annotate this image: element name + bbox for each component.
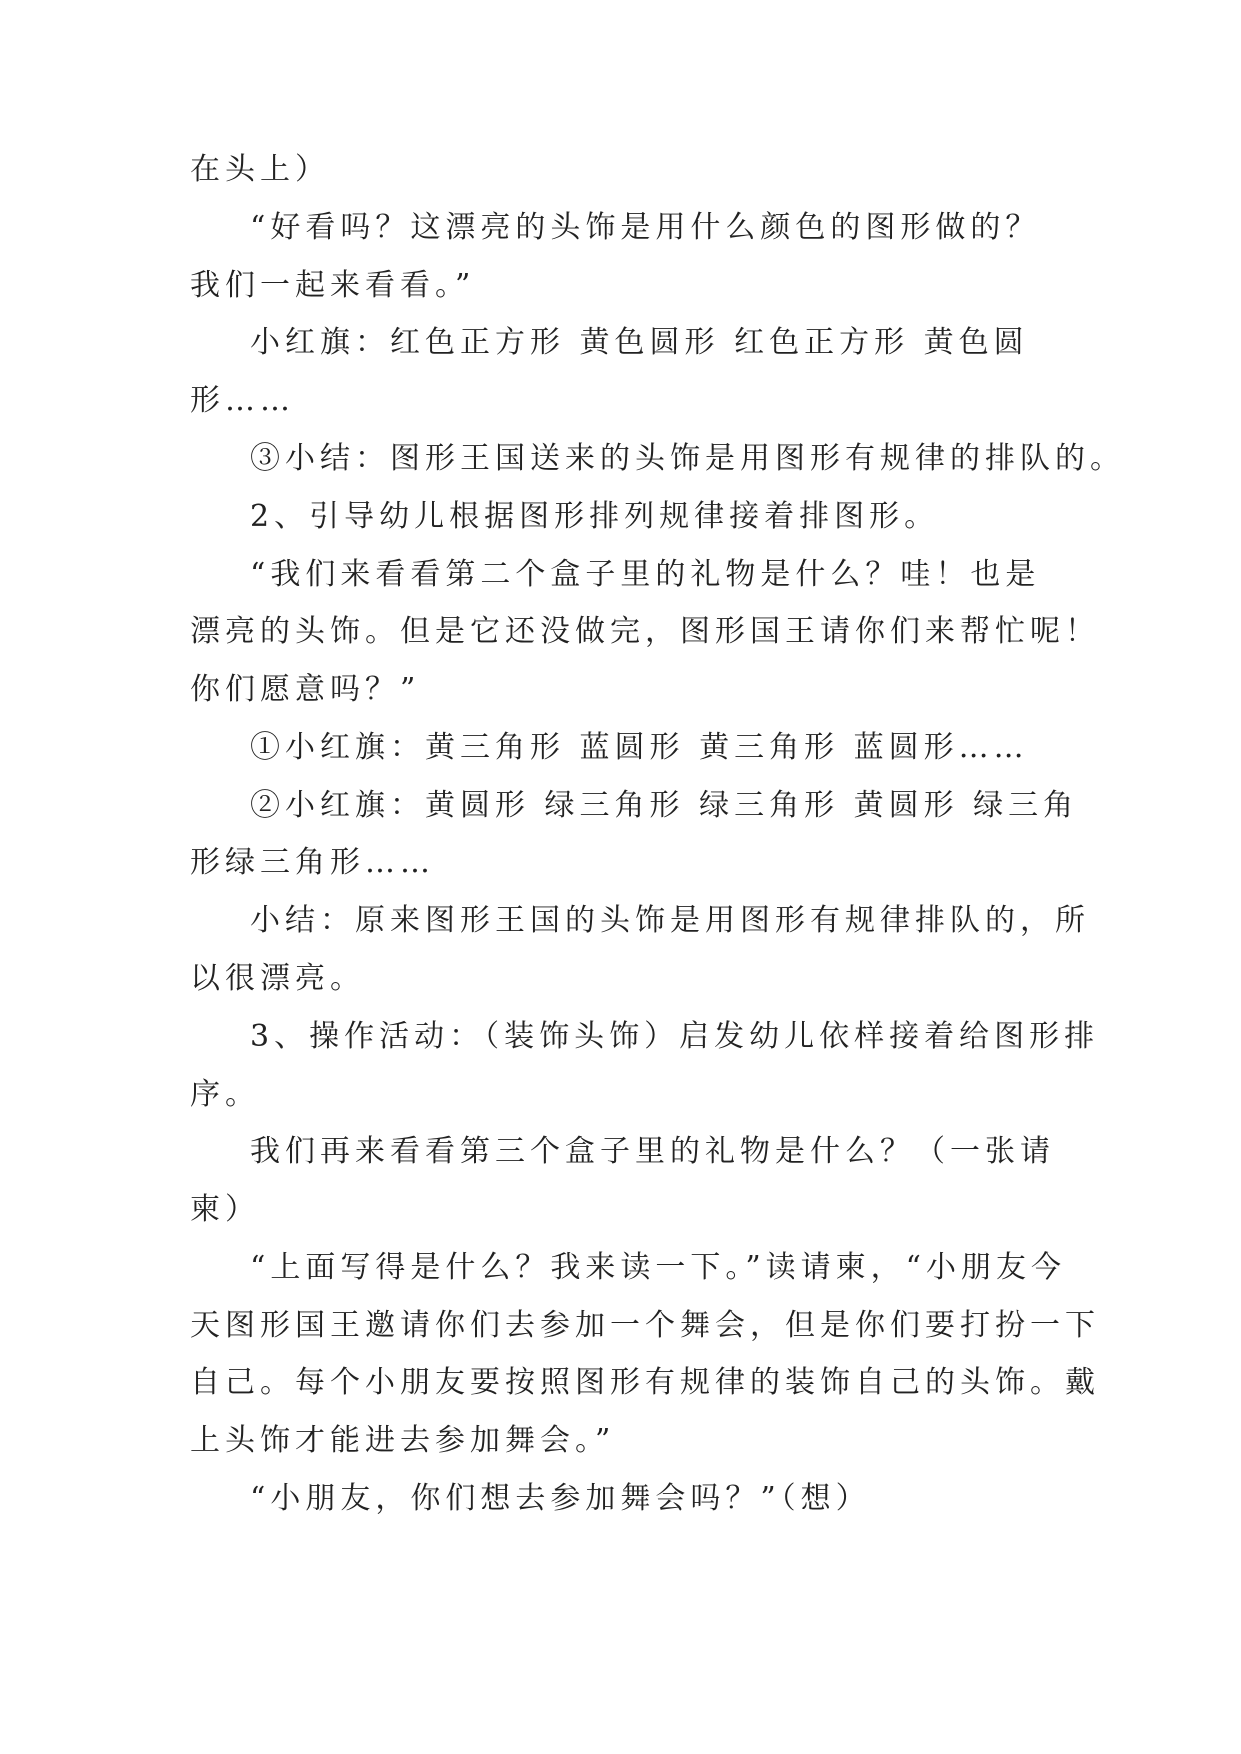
text-line: 自己。每个小朋友要按照图形有规律的装饰自己的头饰。戴 [190, 1365, 1100, 1400]
text-line: 小红旗：红色正方形 黄色圆形 红色正方形 黄色圆 [250, 325, 1029, 360]
text-line: “好看吗？这漂亮的头饰是用什么颜色的图形做的？ [250, 210, 1041, 245]
text-line: ①小红旗：黄三角形 蓝圆形 黄三角形 蓝圆形…… [250, 730, 1029, 765]
text-line: 形…… [190, 383, 295, 418]
text-line: “上面写得是什么？我来读一下。”读请柬，“小朋友今 [250, 1250, 1067, 1285]
text-line: “我们来看看第二个盒子里的礼物是什么？哇！也是 [250, 557, 1041, 592]
text-line: ②小红旗：黄圆形 绿三角形 绿三角形 黄圆形 绿三角 [250, 788, 1079, 823]
text-line: “小朋友，你们想去参加舞会吗？”（想） [250, 1481, 871, 1516]
text-line: 柬） [190, 1192, 260, 1227]
text-line: 在头上） [190, 152, 330, 187]
text-line: 2、引导幼儿根据图形排列规律接着排图形。 [250, 499, 940, 534]
text-line: 以很漂亮。 [190, 961, 365, 996]
text-line: 我们再来看看第三个盒子里的礼物是什么？（一张请 [250, 1134, 1055, 1169]
text-line: 小结：原来图形王国的头饰是用图形有规律排队的，所 [250, 903, 1090, 938]
text-line: 漂亮的头饰。但是它还没做完，图形国王请你们来帮忙呢！ [190, 614, 1100, 649]
text-line: 天图形国王邀请你们去参加一个舞会，但是你们要打扮一下 [190, 1308, 1100, 1343]
text-line: 形绿三角形…… [190, 845, 435, 880]
text-line: ③小结：图形王国送来的头饰是用图形有规律的排队的。 [250, 441, 1125, 476]
text-line: 3、操作活动：（装饰头饰）启发幼儿依样接着给图形排 [250, 1019, 1100, 1054]
text-line: 你们愿意吗？” [190, 672, 421, 707]
text-line: 我们一起来看看。” [190, 268, 476, 303]
text-line: 上头饰才能进去参加舞会。” [190, 1423, 616, 1458]
text-line: 序。 [190, 1077, 260, 1112]
